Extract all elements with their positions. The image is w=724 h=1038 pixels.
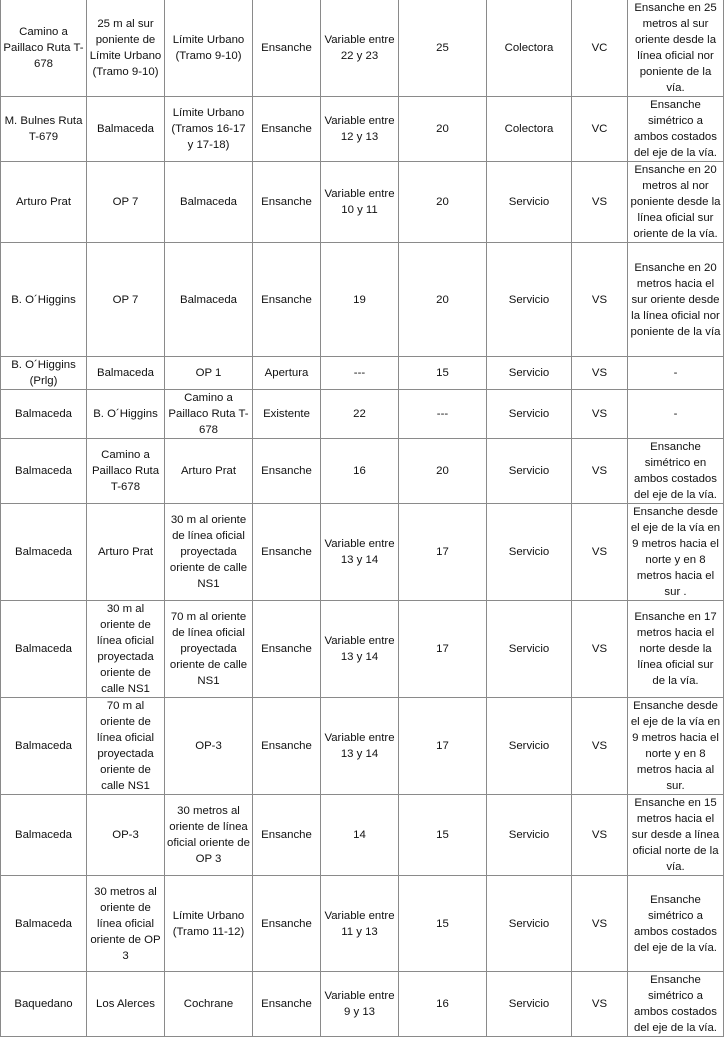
to-cell: Balmaceda (165, 243, 253, 357)
table-row (1, 0, 724, 97)
from-cell: 30 metros al oriente de línea oficial oriente de OP 3 (87, 876, 165, 972)
street-cell: B. O´Higgins (1, 243, 87, 357)
from-cell: OP 7 (87, 162, 165, 243)
to-cell: OP 1 (165, 357, 253, 390)
from-cell: Los Alerces (87, 972, 165, 1037)
proposed-width-cell: 20 (399, 439, 487, 504)
proposed-width-cell: 20 (399, 162, 487, 243)
observation-cell: - (628, 390, 724, 439)
current-width-cell: Variable entre 13 y 14 (321, 504, 399, 601)
proposed-width-cell: --- (399, 390, 487, 439)
street-cell: Arturo Prat (1, 162, 87, 243)
type-cell: VS (572, 972, 628, 1037)
category-cell: Colectora (487, 97, 572, 162)
proposed-width-cell: 17 (399, 504, 487, 601)
to-cell: 30 m al oriente de línea oficial proyectada oriente de calle NS1 (165, 504, 253, 601)
proposed-width-cell: 20 (399, 243, 487, 357)
street-cell: M. Bulnes Ruta T-679 (1, 97, 87, 162)
to-cell: OP-3 (165, 698, 253, 795)
observation-cell: Ensanche simétrico a ambos costados del eje de la vía. (628, 97, 724, 162)
street-cell: Balmaceda (1, 504, 87, 601)
observation-cell: Ensanche simétrico a ambos costados del eje de la vía. (628, 972, 724, 1037)
action-cell: Ensanche (253, 97, 321, 162)
action-cell: Apertura (253, 357, 321, 390)
action-cell: Ensanche (253, 243, 321, 357)
from-cell: Balmaceda (87, 97, 165, 162)
to-cell: Arturo Prat (165, 439, 253, 504)
observation-cell: Ensanche en 20 metros hacia el sur oriente desde la línea oficial nor poniente de la vía (628, 243, 724, 357)
action-cell: Ensanche (253, 0, 321, 97)
action-cell: Ensanche (253, 504, 321, 601)
table-row (1, 439, 724, 504)
table-row (1, 243, 724, 357)
from-cell: OP-3 (87, 795, 165, 876)
category-cell: Servicio (487, 601, 572, 698)
from-cell: Arturo Prat (87, 504, 165, 601)
type-cell: VS (572, 601, 628, 698)
current-width-cell: --- (321, 357, 399, 390)
category-cell: Servicio (487, 876, 572, 972)
type-cell: VS (572, 357, 628, 390)
observation-cell: Ensanche en 20 metros al nor poniente desde la línea oficial sur oriente de la vía. (628, 162, 724, 243)
proposed-width-cell: 20 (399, 97, 487, 162)
category-cell: Servicio (487, 162, 572, 243)
table-row (1, 876, 724, 972)
observation-cell: Ensanche en 25 metros al sur oriente desde la línea oficial nor poniente de la vía. (628, 0, 724, 97)
observation-cell: Ensanche en 17 metros hacia el norte desde la línea oficial sur de la vía. (628, 601, 724, 698)
type-cell: VS (572, 243, 628, 357)
type-cell: VS (572, 390, 628, 439)
type-cell: VS (572, 698, 628, 795)
current-width-cell: 14 (321, 795, 399, 876)
observation-cell: Ensanche desde el eje de la vía en 9 metros hacia el norte y en 8 metros hacia el sur . (628, 504, 724, 601)
street-cell: B. O´Higgins (Prlg) (1, 357, 87, 390)
type-cell: VC (572, 0, 628, 97)
street-cell: Balmaceda (1, 439, 87, 504)
action-cell: Ensanche (253, 162, 321, 243)
table-row (1, 601, 724, 698)
from-cell: Camino a Paillaco Ruta T-678 (87, 439, 165, 504)
action-cell: Ensanche (253, 698, 321, 795)
category-cell: Servicio (487, 504, 572, 601)
street-cell: Balmaceda (1, 601, 87, 698)
observation-cell: - (628, 357, 724, 390)
current-width-cell: Variable entre 10 y 11 (321, 162, 399, 243)
table-row (1, 698, 724, 795)
from-cell: B. O´Higgins (87, 390, 165, 439)
observation-cell: Ensanche en 15 metros hacia el sur desde a línea oficial norte de la vía. (628, 795, 724, 876)
to-cell: 30 metros al oriente de línea oficial oriente de OP 3 (165, 795, 253, 876)
to-cell: Camino a Paillaco Ruta T-678 (165, 390, 253, 439)
street-cell: Balmaceda (1, 876, 87, 972)
category-cell: Servicio (487, 698, 572, 795)
from-cell: 30 m al oriente de línea oficial proyectada oriente de calle NS1 (87, 601, 165, 698)
current-width-cell: Variable entre 13 y 14 (321, 601, 399, 698)
type-cell: VC (572, 97, 628, 162)
to-cell: Límite Urbano (Tramo 11-12) (165, 876, 253, 972)
type-cell: VS (572, 876, 628, 972)
action-cell: Ensanche (253, 601, 321, 698)
table-row (1, 357, 724, 390)
action-cell: Ensanche (253, 972, 321, 1037)
current-width-cell: 19 (321, 243, 399, 357)
category-cell: Servicio (487, 795, 572, 876)
current-width-cell: Variable entre 22 y 23 (321, 0, 399, 97)
observation-cell: Ensanche simétrico en ambos costados del eje de la vía. (628, 439, 724, 504)
category-cell: Servicio (487, 390, 572, 439)
street-cell: Camino a Paillaco Ruta T-678 (1, 0, 87, 97)
proposed-width-cell: 17 (399, 601, 487, 698)
category-cell: Servicio (487, 357, 572, 390)
from-cell: 25 m al sur poniente de Límite Urbano (Tramo 9-10) (87, 0, 165, 97)
type-cell: VS (572, 504, 628, 601)
table-row (1, 390, 724, 439)
category-cell: Servicio (487, 972, 572, 1037)
table-row (1, 97, 724, 162)
to-cell: Límite Urbano (Tramos 16-17 y 17-18) (165, 97, 253, 162)
current-width-cell: 16 (321, 439, 399, 504)
action-cell: Ensanche (253, 795, 321, 876)
proposed-width-cell: 17 (399, 698, 487, 795)
type-cell: VS (572, 162, 628, 243)
proposed-width-cell: 25 (399, 0, 487, 97)
action-cell: Existente (253, 390, 321, 439)
proposed-width-cell: 16 (399, 972, 487, 1037)
from-cell: 70 m al oriente de línea oficial proyectada oriente de calle NS1 (87, 698, 165, 795)
to-cell: Límite Urbano (Tramo 9-10) (165, 0, 253, 97)
current-width-cell: Variable entre 9 y 13 (321, 972, 399, 1037)
table-row (1, 504, 724, 601)
street-cell: Balmaceda (1, 795, 87, 876)
category-cell: Colectora (487, 0, 572, 97)
observation-cell: Ensanche simétrico a ambos costados del eje de la vía. (628, 876, 724, 972)
type-cell: VS (572, 439, 628, 504)
action-cell: Ensanche (253, 876, 321, 972)
table-row (1, 795, 724, 876)
category-cell: Servicio (487, 439, 572, 504)
current-width-cell: 22 (321, 390, 399, 439)
street-cell: Baquedano (1, 972, 87, 1037)
to-cell: Balmaceda (165, 162, 253, 243)
table-row (1, 162, 724, 243)
to-cell: Cochrane (165, 972, 253, 1037)
from-cell: Balmaceda (87, 357, 165, 390)
road-table-body (1, 0, 724, 1037)
proposed-width-cell: 15 (399, 795, 487, 876)
from-cell: OP 7 (87, 243, 165, 357)
current-width-cell: Variable entre 12 y 13 (321, 97, 399, 162)
observation-cell: Ensanche desde el eje de la vía en 9 metros hacia el norte y en 8 metros hacia al sur. (628, 698, 724, 795)
to-cell: 70 m al oriente de línea oficial proyectada oriente de calle NS1 (165, 601, 253, 698)
category-cell: Servicio (487, 243, 572, 357)
street-cell: Balmaceda (1, 698, 87, 795)
current-width-cell: Variable entre 11 y 13 (321, 876, 399, 972)
proposed-width-cell: 15 (399, 357, 487, 390)
street-cell: Balmaceda (1, 390, 87, 439)
current-width-cell: Variable entre 13 y 14 (321, 698, 399, 795)
table-row (1, 972, 724, 1037)
action-cell: Ensanche (253, 439, 321, 504)
type-cell: VS (572, 795, 628, 876)
proposed-width-cell: 15 (399, 876, 487, 972)
